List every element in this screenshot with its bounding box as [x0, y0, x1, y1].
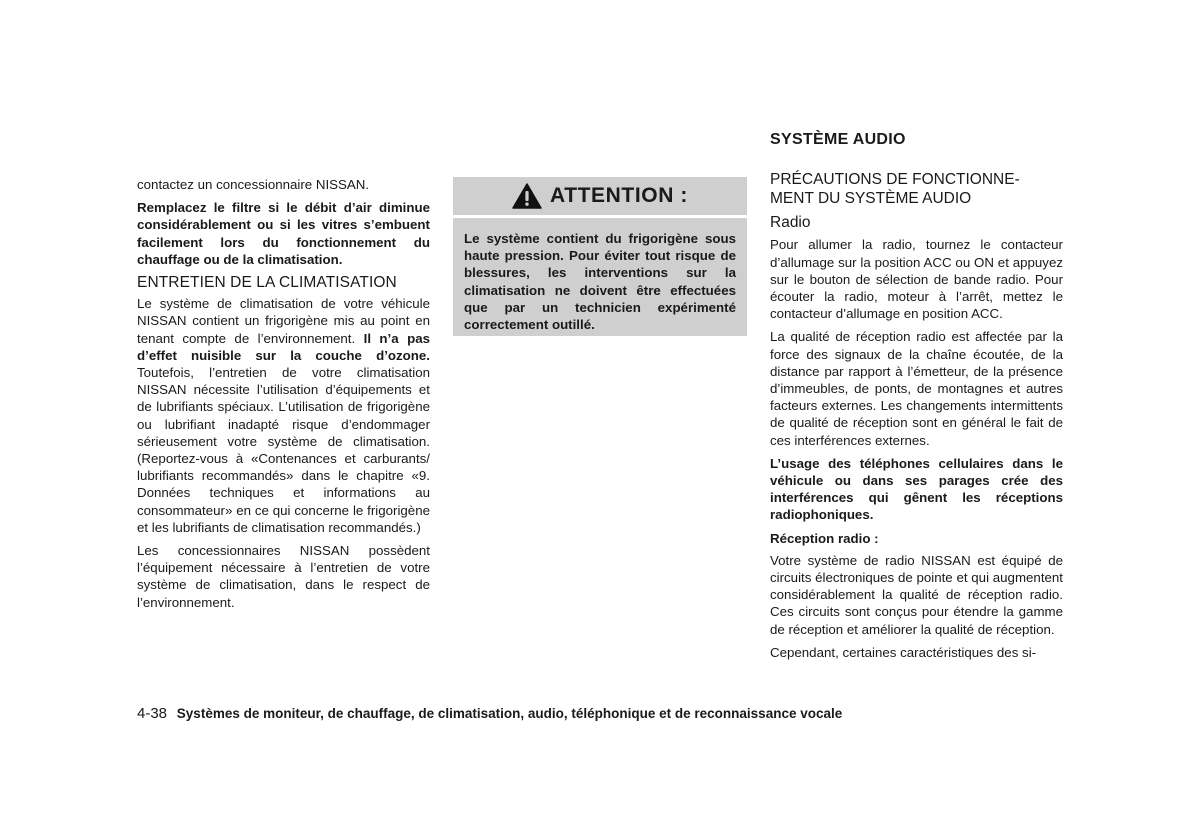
paragraph: contactez un concessionnaire NISSAN. — [137, 177, 370, 192]
subsection-heading: PRÉCAUTIONS DE FONCTIONNE- MENT DU SYSTÈME AUDIO — [770, 171, 1020, 208]
section-title: SYSTÈME AUDIO — [770, 131, 906, 148]
page-footer — [137, 705, 842, 722]
paragraph: Pour allumer la radio, tournez le contacteur d’allumage sur la position ACC ou ON et appuyez sur le bouton de sélection de bande radio. Pour écouter la radio, moteur à l’arrêt, mettez le contacteur d’allumage en position ACC. — [770, 237, 1063, 322]
paragraph: La qualité de réception radio est affectée par la force des signaux de la chaîne écoutée, de la distance par rapport à l’émetteur, de la présence d’immeubles, de ponts, de montagnes et autres facteurs externes. Les changements intermittents de qualité de réception sont en général le fait de ces interférences externes. — [770, 329, 1063, 448]
subheading-radio: Radio — [770, 214, 811, 232]
text: Le système de climatisation de votre véhicule NISSAN contient un frigorigène mis au point en tenant compte de l’environnement. — [137, 296, 430, 346]
run-in-heading: Réception radio : — [770, 530, 879, 546]
bold-text: Il n’a pas d’effet nuisible sur la couche d’ozone. — [137, 330, 430, 363]
page-number: 4-38 — [137, 705, 168, 722]
left-column — [137, 176, 430, 611]
paragraph: Votre système de radio NISSAN est équipé de circuits électroniques de pointe et qui augmentent considérablement la qualité de réception radio. Ces circuits sont conçus pour étendre la gamme de réception et améliorer la qualité de réception. — [770, 552, 1063, 637]
warning-header — [453, 177, 747, 215]
text: Toutefois, l’entretien de votre climatisation NISSAN nécessite l’utilisation d’équipements et de lubrifiants spéciaux. L’utilisation de frigorigène ou lubrifiant inadapté risque d’endommager sérieusement votre système de climatisation. (Reportez-vous à «Contenances et carburants/ lubrifiants recommandés» dans le chapitre «9. Données techniques et informations au consommateur» en ce qui concerne le frigorigène et les lubrifiants de climatisation recommandés.) — [137, 365, 430, 535]
chapter-title: Systèmes de moniteur, de chauffage, de climatisation, audio, téléphonique et de reconnaissance vocale — [176, 706, 843, 721]
warning-box — [453, 177, 747, 336]
right-column — [770, 131, 1063, 661]
paragraph — [137, 295, 430, 536]
warning-triangle-icon — [512, 183, 542, 209]
section-heading: ENTRETIEN DE LA CLIMATISATION — [137, 274, 397, 292]
bold-paragraph: Remplacez le filtre si le débit d’air diminue considérablement ou si les vitres s’embuent facilement lors du fonctionnement du chauffage ou de la climatisation. — [137, 200, 430, 267]
warning-title: ATTENTION : — [549, 184, 689, 207]
warning-text: Le système contient du frigorigène sous haute pression. Pour éviter tout risque de blessures, les interventions sur la climatisation ne doivent être effectuées que par un technicien expérimenté correctement outillé. — [464, 231, 736, 333]
bold-paragraph: L’usage des téléphones cellulaires dans le véhicule ou dans ses parages crée des interférences qui gênent les réceptions radiophoniques. — [770, 455, 1063, 523]
paragraph: Cependant, certaines caractéristiques des si- — [770, 644, 1037, 660]
paragraph: Les concessionnaires NISSAN possèdent l’équipement nécessaire à l’entretien de votre système de climatisation, dans le respect de l’environnement. — [137, 543, 430, 610]
warning-divider — [453, 215, 747, 218]
